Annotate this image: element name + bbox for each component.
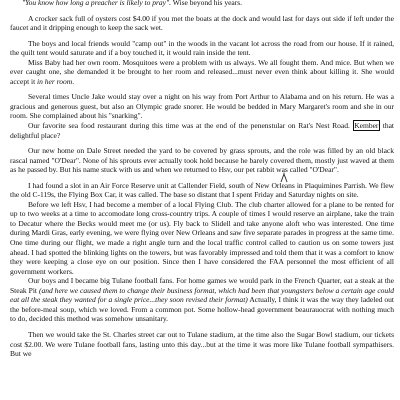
paragraph (10, 39, 394, 58)
italic-run: in her room (37, 76, 73, 86)
boxed-word: Kember (354, 121, 379, 131)
text-run: Before we left Hsv, I had become a member of a local Flying Club. The club charter allowed for a plane to be rented for up to two weeks at a time to accomodate long cross-country trips. A couple of times I would reserve an airplane, take the train to Decatur where the Becks would meet me (or us). Fly back to Slidell and take anyone aloft who was interested. One time during Mardi Gras, early evening, we were flying over New Orleans and saw five separate parades in progress at the same time. One time during our flight, we made a right angle turn and the local traffic control called to caution us on some towers just ahead. I had spotted the blinking lights on the towers, but was favorably impressed and told them that it was a comfort to know they were keeping a close eye on our position. Since then I have considered the FAA personnel the most efficient of all government workers. (10, 199, 394, 276)
text-run: Then we would take the St. Charles street car out to Tulane stadium, at the time also the Sugar Bowl stadium, our tickets cost $2.00. We were Tulane football fans, lasting unto this day...but at the time it was more like Tulane football sympathisers. But we (10, 329, 394, 359)
paragraph (10, 14, 394, 33)
text-run: Miss Baby had her own room. Mosquitoes were a problem with us always. We all fought them. And mice. But when we ever caught one, she demanded it be brought to her room and released...must never even think about killing it. She would accept it (10, 57, 394, 86)
quoted-line: "You know how long a preacher is likely to pray". (22, 0, 172, 7)
text-run: Several times Uncle Jake would stay over a night on his way from Port Arthur to Alabama and on his return. He was a gracious and generous guest, but also an Olympic grade snorer. He would be bedded in Mary Margaret's room and she in our room. She complained about his "snarking". (10, 92, 394, 121)
paragraph (10, 146, 394, 175)
text-run: I had found a slot in an Air Force Reserve unit at Callender Field, south of New Orleans in Plaquimines Parrish. We flew the old C-119s, the Flying Box Car, it was called. The base so distant that I spent Friday and Saturday nights on site. (10, 180, 394, 200)
text-run: . (72, 76, 75, 86)
paragraph (10, 330, 394, 359)
paragraph (10, 58, 394, 87)
paragraph (10, 0, 394, 8)
paragraph (10, 200, 394, 276)
paragraph (10, 181, 394, 200)
text-run: Our boys and I became big Tulane football fans. For home games we would park in the French Quarter, eat a steak at the Steak Pit (10, 276, 394, 295)
paragraph (10, 92, 394, 121)
paragraph (10, 276, 394, 324)
handwritten-caret-mark (279, 172, 289, 184)
text-run: A crocker sack full of oysters cost $4.00 if you met the boats at the dock and would last for days out side if left under the faucet and it dripping enough to keep the sack wet. (10, 13, 394, 33)
text-run: Actually, I think it was the way they ladeled out the before-meal soup, which we loved. From a common pot. Some hollow-head government beaurauocrat with nothing much to do, decided this method was somehow unsanitary. (10, 295, 394, 324)
text-run: that delightful place? (10, 121, 394, 140)
text-run: Wise beyond his years. (171, 0, 243, 7)
memoir-text (10, 0, 394, 359)
italic-run: (and here we caused them to change their business format, which had been that youngsters below a certain age could eat all the steak they wanted for a single price...they soon revised their format) (10, 285, 394, 305)
paragraph (10, 121, 394, 140)
text-run: Our new home on Dale Street needed the yard to be covered by grass sprouts, and the role was filled by an old black rascal named "O'Dear". None of his sprouts ever actually took hold because he barely covered them, mostly just waved at them as he passed by. But his name stuck with us and when we returned to Hsv, our pet rabbit was called "O'Dear". (10, 146, 394, 175)
text-run: Our favorite sea food restaurant during this time was at the end of the penenstular on Rat's Nest Road. (28, 121, 353, 131)
text-run: The boys and local friends would "camp out" in the woods in the vacant lot across the road from our house. If it rained, the quilt tent would saturate and if a boy touched it, it would rain inside the tent. (10, 38, 394, 58)
